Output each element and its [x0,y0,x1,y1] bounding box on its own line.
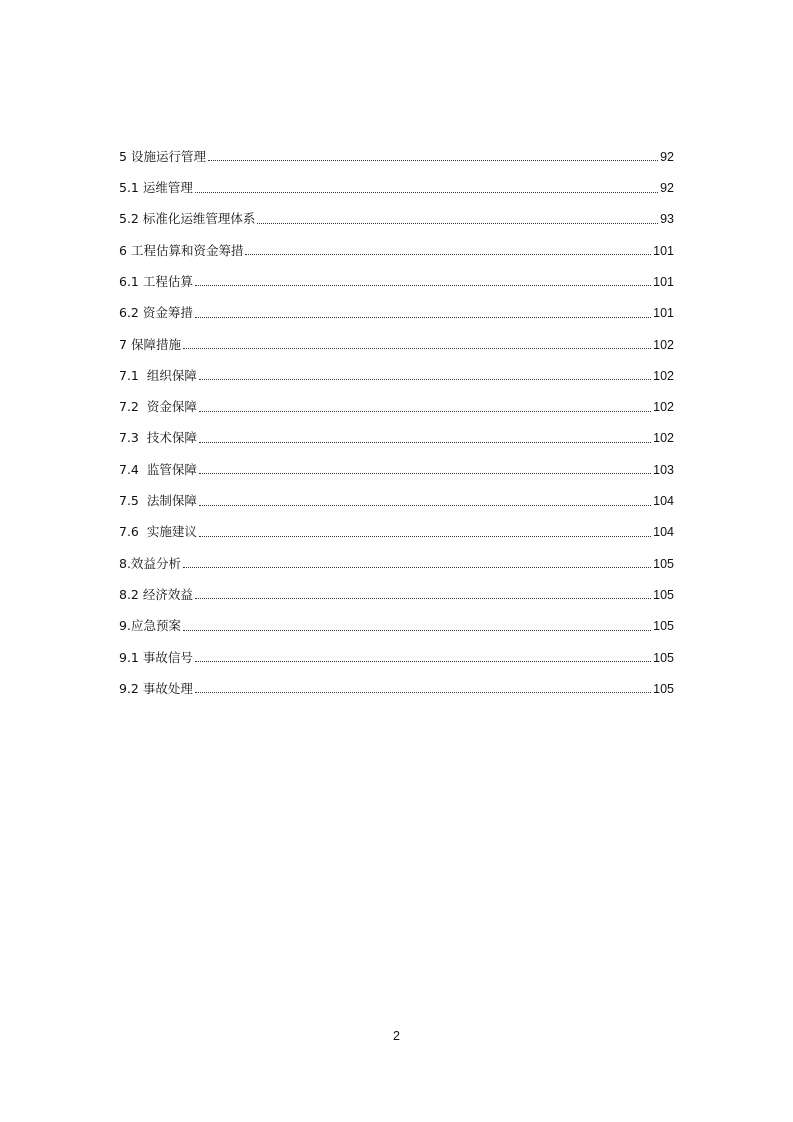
toc-entry-number: 7.2 [119,399,139,415]
toc-entry-label [119,367,197,384]
toc-entry[interactable] [119,133,674,164]
toc-entry-title: 事故信号 [142,649,193,665]
toc-entry-title: 技术保障 [146,430,197,446]
toc-entry-label [119,680,193,697]
toc-dot-leader [183,566,651,568]
toc-entry-number: 5.1 [119,180,139,196]
toc-entry[interactable] [119,196,674,227]
toc-dot-leader [199,535,651,537]
toc-entry-separator [139,432,147,445]
toc-entry-number: 5.2 [119,211,139,227]
toc-entry-number: 7.3 [119,430,139,446]
toc-entry-title: 资金保障 [146,399,197,415]
toc-entry-separator [139,401,147,414]
toc-entry-label [119,495,197,509]
toc-entry-number: 9. [119,618,131,634]
toc-entry-page: 104 [653,525,674,540]
toc-entry-label [119,555,181,572]
toc-entry[interactable] [119,352,674,383]
toc-entry[interactable] [119,665,674,696]
toc-dot-leader [199,504,651,506]
toc-entry-number: 7.4 [119,461,139,477]
toc-entry-title: 法制保障 [146,493,197,509]
toc-entry-page: 105 [653,619,674,634]
toc-entry-number: 5 [119,148,127,164]
toc-entry[interactable] [119,227,674,258]
toc-entry-title: 应急预案 [130,618,181,634]
toc-dot-leader [257,222,658,224]
toc-dot-leader [199,410,651,412]
toc-entry-title: 组织保障 [146,367,197,383]
toc-entry-number: 9.2 [119,680,139,696]
toc-entry[interactable] [119,571,674,602]
toc-entry[interactable] [119,321,674,352]
toc-entry[interactable] [119,634,674,665]
toc-entry-label [119,182,193,196]
toc-entry-page: 102 [653,368,674,383]
toc-entry-label [119,526,197,540]
toc-dot-leader [195,191,658,193]
toc-entry-title: 经济效益 [142,586,193,602]
toc-entry-label [119,401,197,415]
toc-entry-number: 6 [119,242,127,258]
toc-dot-leader [195,660,651,662]
toc-entry[interactable] [119,509,674,540]
toc-entry-number: 7.5 [119,493,139,509]
toc-entry-label [119,307,193,321]
toc-entry-separator [139,370,147,383]
toc-entry[interactable] [119,164,674,195]
toc-entry-label [119,336,181,353]
toc-entry-title: 监管保障 [146,461,197,477]
toc-entry-title: 事故处理 [142,680,193,696]
toc-dot-leader [195,316,651,318]
toc-entry-label [119,649,193,666]
toc-entry-title: 运维管理 [142,180,193,196]
toc-dot-leader [199,378,651,380]
toc-entry-title: 效益分析 [130,555,181,571]
toc-entry-title: 工程估算 [142,273,193,289]
toc-entry-title: 保障措施 [130,336,181,352]
toc-entry[interactable] [119,289,674,320]
toc-entry-title: 资金筹措 [142,305,193,321]
toc-entry-number: 8.2 [119,586,139,602]
toc-entry-page: 105 [653,556,674,571]
toc-dot-leader [199,472,651,474]
toc-entry-label [119,461,197,478]
toc-entry-title: 实施建议 [146,524,197,540]
toc-dot-leader [183,629,651,631]
toc-dot-leader [183,347,651,349]
toc-entry-separator [139,495,147,508]
toc-dot-leader [195,691,651,693]
toc-dot-leader [199,441,651,443]
toc-entry-page: 102 [653,337,674,352]
toc-entry-number: 7.6 [119,524,139,540]
toc-entry-number: 9.1 [119,649,139,665]
toc-entry-separator [139,526,147,539]
toc-entry[interactable] [119,446,674,477]
toc-entry-label [119,148,206,165]
toc-entry-page: 102 [653,400,674,415]
toc-entry-page: 101 [653,243,674,258]
toc-entry-label [119,620,181,634]
toc-entry-number: 7.1 [119,367,139,383]
toc-entry-label [119,273,193,290]
toc-entry[interactable] [119,477,674,508]
toc-entry[interactable] [119,602,674,633]
page-number: 2 [393,1029,400,1043]
toc-entry-page: 92 [660,181,674,196]
toc-entry-page: 102 [653,431,674,446]
toc-dot-leader [208,159,658,161]
toc-entry[interactable] [119,383,674,414]
toc-entry-number: 8. [119,555,131,571]
toc-entry-number: 6.2 [119,305,139,321]
toc-entry-label [119,242,244,259]
toc-entry-label [119,432,197,446]
toc-entry-separator [139,464,147,477]
toc-dot-leader [195,597,651,599]
toc-entry[interactable] [119,540,674,571]
toc-entry-page: 103 [653,462,674,477]
toc-entry-title: 标准化运维管理体系 [142,211,256,227]
toc-entry[interactable] [119,258,674,289]
toc-entry-page: 92 [660,149,674,164]
toc-dot-leader [245,253,651,255]
toc-entry-page: 105 [653,650,674,665]
toc-entry-page: 93 [660,212,674,227]
toc-entry-label [119,213,255,227]
toc-entry-label [119,586,193,603]
toc-entry-page: 104 [653,494,674,509]
toc-entry-page: 101 [653,274,674,289]
toc-entry-number: 6.1 [119,273,139,289]
toc-entry-page: 105 [653,681,674,696]
toc-entry-page: 105 [653,587,674,602]
table-of-contents [119,133,674,696]
toc-dot-leader [195,284,651,286]
toc-entry-page: 101 [653,306,674,321]
toc-entry[interactable] [119,415,674,446]
toc-entry-number: 7 [119,336,127,352]
toc-entry-title: 设施运行管理 [130,148,206,164]
toc-entry-title: 工程估算和资金筹措 [130,242,244,258]
